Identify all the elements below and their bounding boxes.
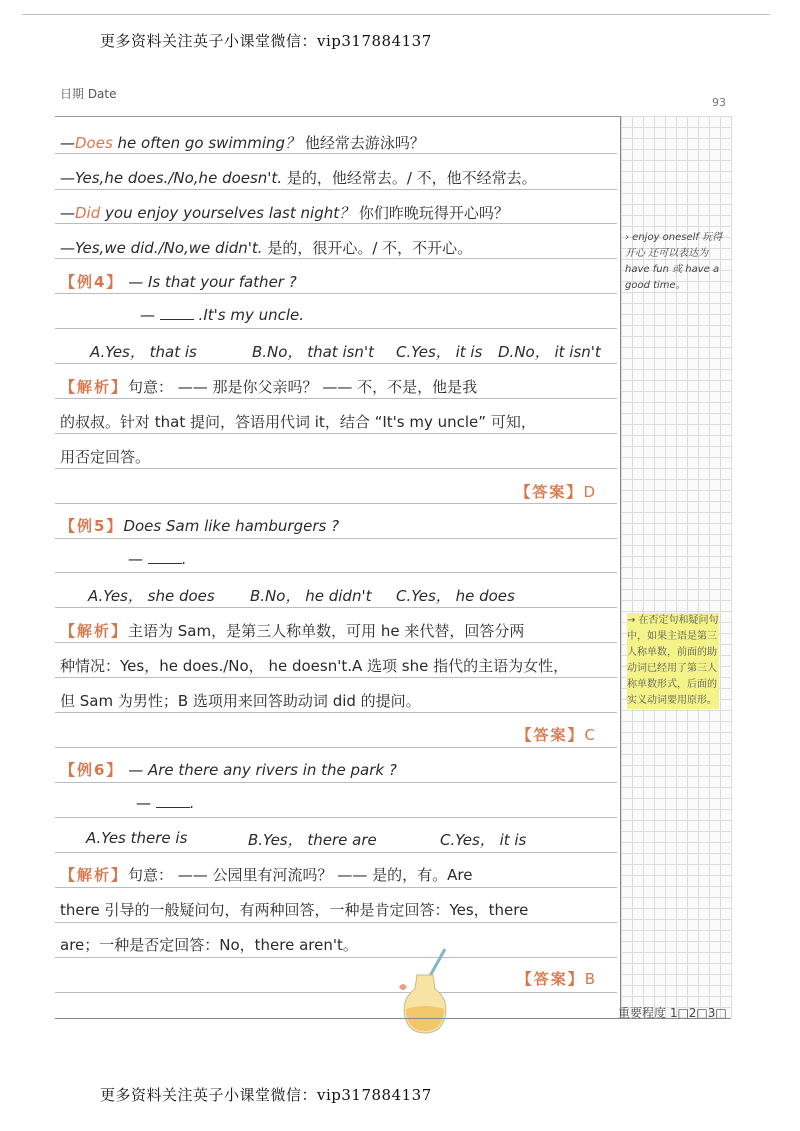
ex6-analysis-line1 [60,864,615,885]
page-number: 93 [712,96,726,109]
ex6-option-a: A.Yes there is [86,829,188,847]
ruled-line [55,293,617,294]
ruled-line [55,957,617,958]
ex5-analysis-line3: 但 Sam 为男性；B 选项用来回答助动词 did 的提问。 [60,692,421,710]
date-label: 日期 Date [60,87,117,101]
ruled-line [55,258,617,259]
ex6-analysis-line3: are；一种是否定回答：No，there aren't。 [60,936,358,954]
answer-blank [148,551,182,564]
ruled-line [55,747,617,748]
ruled-line [55,607,617,608]
watermark-top: 更多资料关注英子小课堂微信：vip317884137 [100,32,432,50]
answer-tag: 【答案】 [516,726,585,744]
ruled-line [55,677,617,678]
ex5-analysis-line2: 种情况：Yes，he does./No， he doesn't.A 选项 she 指代的主语为女性， [60,657,569,675]
ex5-option-c: C.Yes， he does [396,587,515,605]
ruled-line [55,468,617,469]
ruled-line [55,992,617,993]
answer-value: C [584,726,595,744]
answer-tag: 【答案】 [515,483,584,501]
reply-dash: — [140,306,160,324]
analysis-tag: 【解析】 [60,622,129,640]
ruled-line [55,398,617,399]
ex5-question-text: Does Sam like hamburgers ? [123,517,340,535]
ruled-line [55,887,617,888]
side-note-third-person: → 在否定句和疑问句中，如果主语是第三人称单数，前面的助动词已经用了第三人称单数形式，后面的实义动词要用原形。 [627,613,719,709]
line-does-answer [60,167,615,188]
ruled-line [55,817,617,818]
ruled-line [55,538,617,539]
question-translation: 他经常去游泳吗？ [304,134,425,152]
answer-blank [156,795,190,808]
ruled-line [55,328,617,329]
ruled-line [55,223,617,224]
analysis-text: 句意： —— 那是你父亲吗？ —— 不，不是，他是我 [128,378,478,396]
highlight-does: Does [75,134,113,152]
reply-text: . [181,550,187,568]
watermark-bottom: 更多资料关注英子小课堂微信：vip317884137 [100,1086,432,1104]
ex6-tag: 【例6】 [60,761,124,779]
reply-text: .It's my uncle. [193,306,305,324]
question-text: you enjoy yourselves last night？ [100,204,359,222]
ex6-reply [136,794,336,812]
analysis-text: 主语为 Sam，是第三人称单数，可用 he 来代替，回答分两 [128,622,525,640]
answer-blank [160,307,194,320]
ruled-line [55,922,617,923]
ex5-tag: 【例5】 [60,517,124,535]
ex4-analysis-line3: 用否定回答。 [60,448,151,466]
ruled-line [55,852,617,853]
ex6-option-b: B.Yes， there are [248,831,377,849]
ex4-reply [140,306,440,324]
ex4-question [60,271,615,292]
bottom-rule [55,1018,731,1019]
reply-dash: — [128,550,148,568]
line-did-answer [60,237,615,258]
analysis-text: 句意： —— 公园里有河流吗？ —— 是的，有。Are [128,866,473,884]
ex5-answer [517,724,596,745]
line-did-question: —Did you enjoy yourselves last night？ 你们昨晚玩得开心吗？ [60,204,509,222]
ruled-line [55,782,617,783]
answer-text: —Yes,we did./No,we didn't. [60,239,268,257]
side-note-enjoy-oneself: › enjoy oneself 玩得开心 还可以表达为 have fun 或 have a good time。 [625,232,723,291]
importance-rating: 重要程度 1□2□3□ [618,1006,727,1020]
ex4-analysis-line2: 的叔叔。针对 that 提问，答语用代词 it，结合 “It's my uncle” 可知， [60,413,536,431]
answer-tag: 【答案】 [516,970,585,988]
analysis-tag: 【解析】 [60,866,129,884]
top-border [22,14,770,15]
answer-value: B [584,970,595,988]
ex5-option-b: B.No， he didn't [250,587,372,605]
ruled-line [55,433,617,434]
highlight-did: Did [75,204,101,222]
ex5-question [60,515,615,536]
answer-text: —Yes,he does./No,he doesn't. [60,169,287,187]
answer-value: D [583,483,595,501]
reply-dash: — [136,794,156,812]
ruled-line [55,503,617,504]
reply-text: . [189,794,195,812]
question-text: he often go swimming？ [112,134,305,152]
ex4-option-c: C.Yes， it is [396,343,483,361]
ruled-line [55,189,617,190]
ex5-analysis-line1 [60,620,615,641]
ex6-answer [517,968,595,989]
ruled-line [55,642,617,643]
line-does-question: —Does he often go swimming？ 他经常去游泳吗？ [60,134,425,152]
ex6-option-c: C.Yes， it is [440,831,527,849]
juice-glass-icon [395,945,455,1035]
ex4-question-text: — Is that your father ? [123,273,297,291]
ex4-answer [515,481,595,502]
ruled-line [55,153,617,154]
ex4-option-b: B.No， that isn't [252,343,374,361]
ruled-line [55,572,617,573]
question-translation: 你们昨晚玩得开心吗？ [358,204,509,222]
ruled-line [55,363,617,364]
ex4-option-a: A.Yes， that is [90,343,197,361]
answer-translation: 是的，他经常去。/ 不，他不经常去。 [286,169,537,187]
ex6-analysis-line2: there 引导的一般疑问句，有两种回答，一种是肯定回答：Yes，there [60,901,529,919]
ruled-line [55,712,617,713]
answer-translation: 是的，很开心。/ 不，不开心。 [267,239,473,257]
ex4-tag: 【例4】 [60,273,124,291]
ex4-analysis-line1 [60,376,615,397]
ex6-question [60,759,615,780]
analysis-tag: 【解析】 [60,378,129,396]
ex5-reply [128,550,328,568]
ex4-option-d: D.No， it isn't [498,343,601,361]
ex5-option-a: A.Yes， she does [88,587,215,605]
ex6-question-text: — Are there any rivers in the park ? [123,761,397,779]
